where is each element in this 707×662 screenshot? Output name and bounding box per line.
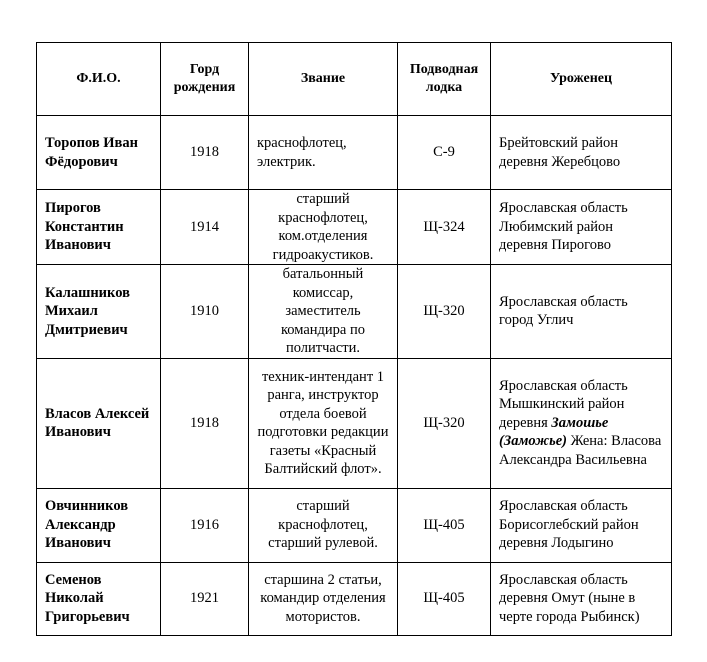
header-name: Ф.И.О.: [37, 43, 161, 116]
cell-boat: Щ-405: [398, 488, 491, 562]
cell-origin: Ярославская область город Углич: [491, 265, 672, 359]
cell-origin: Ярославская область Любимский район деревня Пирогово: [491, 190, 672, 265]
cell-origin: [491, 358, 672, 488]
cell-name: Овчинников Александр Иванович: [37, 488, 161, 562]
cell-name: Власов Алексей Иванович: [37, 358, 161, 488]
header-year: Горд рождения: [161, 43, 249, 116]
cell-origin: Брейтовский район деревня Жеребцово: [491, 116, 672, 190]
origin-prefix: Ярославская область Мышкинский район деревня: [499, 377, 628, 431]
header-row: [37, 43, 672, 116]
origin-suffix: Жена: Власова Александра Васильевна: [499, 433, 662, 468]
table-row: [37, 358, 672, 488]
cell-rank: старшина 2 статьи, командир отделения мотористов.: [249, 562, 398, 635]
cell-year: 1910: [161, 265, 249, 359]
header-origin: Уроженец: [491, 43, 672, 116]
table-row: [37, 488, 672, 562]
table-row: [37, 562, 672, 635]
cell-rank: старший краснофлотец, ком.отделения гидроакустиков.: [249, 190, 398, 265]
cell-origin: Ярославская область Борисоглебский район деревня Лодыгино: [491, 488, 672, 562]
cell-boat: С-9: [398, 116, 491, 190]
cell-year: 1918: [161, 358, 249, 488]
cell-year: 1916: [161, 488, 249, 562]
cell-rank: краснофлотец, электрик.: [249, 116, 398, 190]
cell-name: Калашников Михаил Дмитриевич: [37, 265, 161, 359]
header-boat: Подводная лодка: [398, 43, 491, 116]
cell-year: 1921: [161, 562, 249, 635]
cell-year: 1918: [161, 116, 249, 190]
cell-origin: Ярославская область деревня Омут (ныне в черте города Рыбинск): [491, 562, 672, 635]
table-row: [37, 116, 672, 190]
cell-boat: Щ-405: [398, 562, 491, 635]
cell-rank: техник-интендант 1 ранга, инструктор отдела боевой подготовки редакции газеты «Красный Балтийский флот».: [249, 358, 398, 488]
origin-emphasis: Замошье (Заможье): [499, 414, 609, 450]
cell-rank: старший краснофлотец, старший рулевой.: [249, 488, 398, 562]
cell-year: 1914: [161, 190, 249, 265]
header-rank: Звание: [249, 43, 398, 116]
cell-boat: Щ-320: [398, 265, 491, 359]
cell-name: Семенов Николай Григорьевич: [37, 562, 161, 635]
cell-boat: Щ-324: [398, 190, 491, 265]
cell-name: Торопов Иван Фёдорович: [37, 116, 161, 190]
cell-rank: батальонный комиссар, заместитель командира по политчасти.: [249, 265, 398, 359]
cell-name: Пирогов Константин Иванович: [37, 190, 161, 265]
table-row: [37, 190, 672, 265]
cell-boat: Щ-320: [398, 358, 491, 488]
submariners-table: [36, 42, 672, 636]
table-row: [37, 265, 672, 359]
